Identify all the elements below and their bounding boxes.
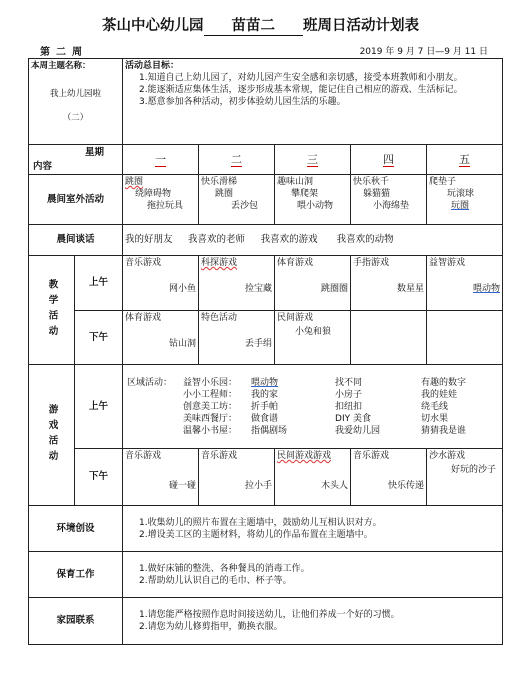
outdoor-cell-tue: 快乐滑梯 跳圈 丢沙包 [199,175,275,225]
care-item: 1.做好床铺的整洗、各种餐具的消毒工作。 [139,563,310,574]
teaching-pm-label: 下午 [75,311,123,365]
home-item: 1.请您能严格按照作息时间接送幼儿，让他们养成一个好的习惯。 [139,610,400,620]
games-pm-tue: 音乐游戏 拉小手 [199,449,275,506]
outdoor-cell-fri: 爬垫子 玩滚球 玩圈 [427,175,503,225]
outdoor-label: 晨间室外活动 [29,175,123,225]
day-header-wed: 三 [275,145,351,175]
outdoor-cell-wed: 趣味山洞 攀爬架 喂小动物 [275,175,351,225]
area-row: 创意美工坊： 折手帕 扣纽扣 绕毛线 [183,401,449,412]
games-pm-row [29,449,503,506]
environment-item: 1.收集幼儿的照片布置在主题墙中，鼓励幼儿互相认识对方。 [139,517,382,528]
outdoor-cell-thu: 快乐秋千 躲猫猫 小海绵垫 [351,175,427,225]
day-header-mon: 一 [123,145,199,175]
games-am-row [29,365,503,449]
week-line [32,42,502,58]
environment-label: 环境创设 [29,506,123,552]
care-label: 保育工作 [29,552,123,598]
goals-label: 活动总目标： [125,61,180,71]
teaching-am-mon: 音乐游戏 网小鱼 [123,256,199,311]
goals-cell [123,59,503,145]
talk-topics: 我的好朋友 我喜欢的老师 我喜欢的游戏 我喜欢的动物 [123,225,503,256]
games-label: 游戏活动 [29,365,75,506]
date-range: 2019 年 9 月 7 日—9 月 11 日 [359,47,488,57]
teaching-am-fri: 益智游戏 喂动物 [427,256,503,311]
day-header-fri: 五 [427,145,503,175]
teaching-pm-wed: 民间游戏 小兔和狼 [275,311,351,365]
talk-label: 晨间谈话 [29,225,123,256]
area-activities-list [125,377,500,437]
theme-cell [29,59,123,145]
care-items [123,552,503,598]
teaching-am-row [29,256,503,311]
teaching-label: 教学活动 [29,256,75,365]
corner-cell [29,145,123,175]
home-row [29,598,503,645]
teaching-pm-tue: 特色活动 丢手绢 [199,311,275,365]
environment-item: 2.增设美工区的主题材料，将幼儿的作品布置在主题墙中。 [139,529,373,540]
page-title [0,14,521,36]
area-row: 美味西餐厅： 做食谱 DIY 美食 切水果 [183,413,449,424]
home-label: 家园联系 [29,598,123,645]
teaching-am-wed: 体育游戏 跳圈圈 [275,256,351,311]
teaching-pm-thu [351,311,427,365]
teaching-pm-fri [427,311,503,365]
outdoor-row [29,175,503,225]
theme-label: 本周主题名称： [31,61,91,71]
games-pm-fri: 沙水游戏 好玩的沙子 [427,449,503,506]
corner-content: 内容 [33,161,53,172]
school-name: 茶山中心幼儿园 [102,17,204,34]
games-pm-mon: 音乐游戏 碰一碰 [123,449,199,506]
weekly-plan-table [28,58,503,645]
games-pm-wed: 民间游戏游戏 木头人 [275,449,351,506]
class-name[interactable]: 苗苗二 [204,14,304,36]
teaching-pm-mon: 体育游戏 钻山洞 [123,311,199,365]
day-header-row [29,145,503,175]
area-row: 小小工程师： 我的家 小房子 我的娃娃 [183,389,458,400]
games-am-label: 上午 [75,365,123,449]
teaching-am-label: 上午 [75,256,123,311]
week-number[interactable]: 二 [50,47,72,59]
environment-row [29,506,503,552]
theme-part: （二） [62,113,89,123]
environment-items [123,506,503,552]
area-row: 温馨小书屋： 指偶剧场 我爱幼儿园 猜猜我是谁 [183,425,467,436]
goal-item: 1.知道自己上幼儿园了，对幼儿园产生安全感和亲切感，接受本班教师和小朋友。 [139,73,463,83]
care-item: 2.帮助幼儿认识自己的毛巾、杯子等。 [139,575,292,586]
area-row: 区域活动： 益智小乐园： 喂动物 找不同 有趣的数字 [127,377,467,388]
corner-weekday: 星期 [85,147,105,158]
goal-item: 3.愿意参加各种活动，初步体验幼儿园生活的乐趣。 [139,97,346,107]
theme-row [29,59,503,145]
week-label: 第 二 周 [40,47,82,58]
day-header-tue: 二 [199,145,275,175]
home-items [123,598,503,645]
games-pm-label: 下午 [75,449,123,506]
games-pm-thu: 音乐游戏 快乐传递 [351,449,427,506]
teaching-am-tue: 科探游戏 捡宝藏 [199,256,275,311]
teaching-pm-row [29,311,503,365]
goal-item: 2.能逐渐适应集体生活，逐步形成基本常规，能记住自己相应的游戏、生活标记。 [139,85,463,95]
talk-row [29,225,503,256]
care-row [29,552,503,598]
home-item: 2.请您为幼儿修剪指甲，勤换衣服。 [139,622,283,632]
theme-name: 我上幼儿园啦 [50,89,102,99]
teaching-am-thu: 手指游戏 数星星 [351,256,427,311]
outdoor-cell-mon: 跳圈 绕障碍物 拖拉玩具 [123,175,199,225]
title-suffix: 班周日活动计划表 [303,17,419,34]
area-activities [123,365,503,449]
area-activities-label: 区域活动： [127,377,173,388]
day-header-thu: 四 [351,145,427,175]
